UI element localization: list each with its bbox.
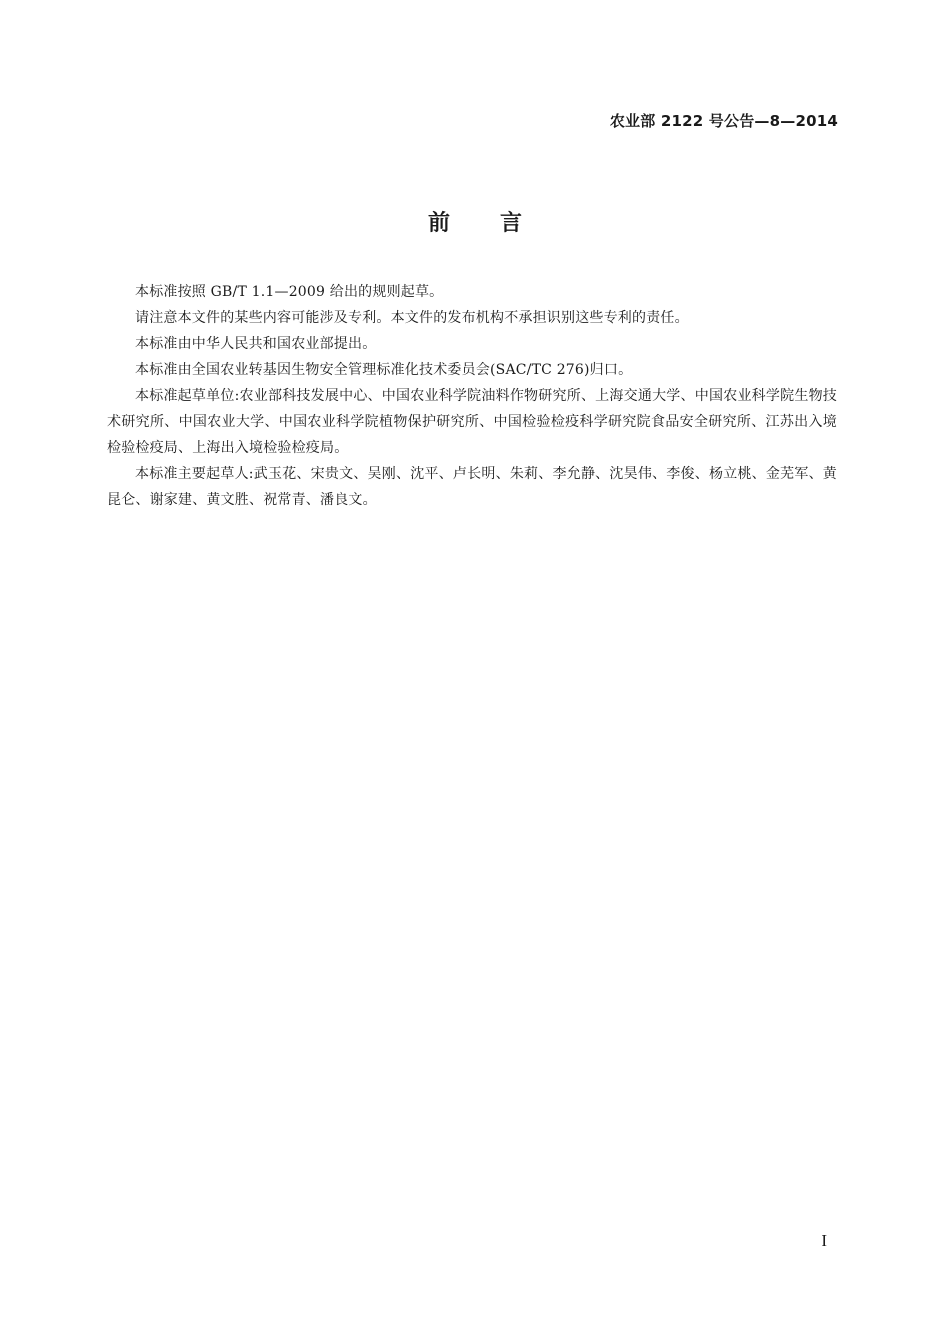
paragraph-committee: 本标准由全国农业转基因生物安全管理标准化技术委员会(SAC/TC 276)归口。 xyxy=(135,362,633,378)
document-code: 农业部 2122 号公告—8—2014 xyxy=(609,112,838,130)
paragraph-drafters: 本标准主要起草人:武玉花、宋贵文、吴刚、沈平、卢长明、朱莉、李允静、沈昊伟、李俊、杨立桃、金芜军、黄昆仑、谢家建、黄文胜、祝常青、潘良文。 xyxy=(107,466,837,508)
paragraph-patent-notice: 请注意本文件的某些内容可能涉及专利。本文件的发布机构不承担识别这些专利的责任。 xyxy=(135,310,689,326)
paragraph-drafting-rules: 本标准按照 GB/T 1.1—2009 给出的规则起草。 xyxy=(135,284,444,300)
page-title: 前言 xyxy=(427,211,572,236)
paragraph-proposer: 本标准由中华人民共和国农业部提出。 xyxy=(135,336,377,352)
page-number: I xyxy=(821,1231,827,1250)
foreword-body xyxy=(107,279,837,513)
paragraph-drafting-units: 本标准起草单位:农业部科技发展中心、中国农业科学院油料作物研究所、上海交通大学、中国农业科学院生物技术研究所、中国农业大学、中国农业科学院植物保护研究所、中国检验检疫科学研究院食品安全研究所、江苏出入境检验检疫局、上海出入境检验检疫局。 xyxy=(107,388,837,456)
